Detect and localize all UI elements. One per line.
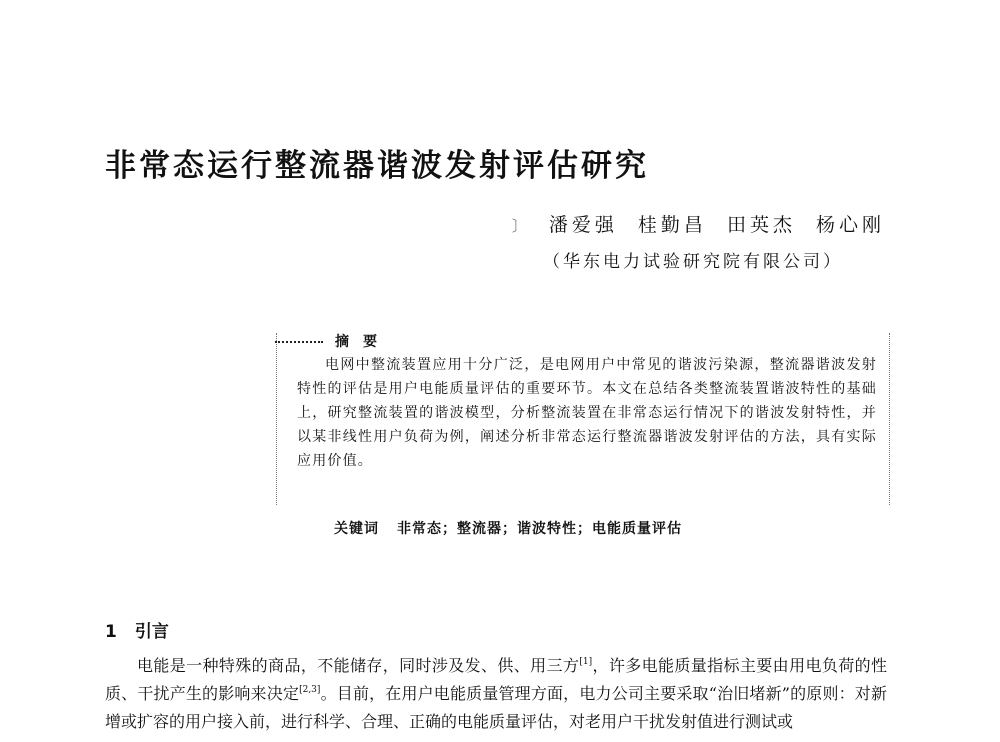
author-mark: 〕 [511,217,531,235]
citation-ref: [1] [579,657,593,667]
body-text-part1: 电能是一种特殊的商品，不能储存，同时涉及发、供、用三方 [137,656,580,675]
abstract-box [276,333,890,505]
author-names: 潘爱强 桂勤昌 田英杰 杨心刚 [548,214,885,236]
body-text-part3: 。目前，在用户电能质量管理方面，电力公司主要采取“治旧堵新”的原则：对新增或扩容的用户接入前，进行科学、合理、正确的电能质量评估，对老用户干扰发射值进行测试或 [105,684,887,731]
section-title: 引言 [134,622,169,642]
section-number: 1 [105,622,117,642]
abstract-rule [275,341,323,343]
keywords-value: 非常态；整流器；谐波特性；电能质量评估 [397,521,682,537]
keywords [334,518,682,538]
citation-ref: [2,3] [299,685,321,695]
section-heading [105,617,169,642]
keywords-label: 关键词 [334,521,379,537]
paper-title: 非常态运行整流器谐波发射评估研究 [105,148,649,184]
author-list [512,210,885,237]
affiliation: （华东电力试验研究院有限公司） [543,252,843,272]
abstract-heading: 摘要 [335,334,391,350]
body-text-part2: ，许多电能质量指标主要由用电负荷的性质、干扰产生的影响来决定 [105,656,887,703]
abstract-text: 电网中整流装置应用十分广泛，是电网用户中常见的谐波污染源，整流器谐波发射特性的评估是用户电能质量评估的重要环节。本文在总结各类整流装置谐波特性的基础上，研究整流装置的谐波模型，分析整流装置在非常态运行情况下的谐波发射特性，并以某非线性用户负荷为例，阐述分析非常态运行整流器谐波发射评估的方法，具有实际应用价值。 [297,357,877,469]
body-paragraph [105,652,887,742]
